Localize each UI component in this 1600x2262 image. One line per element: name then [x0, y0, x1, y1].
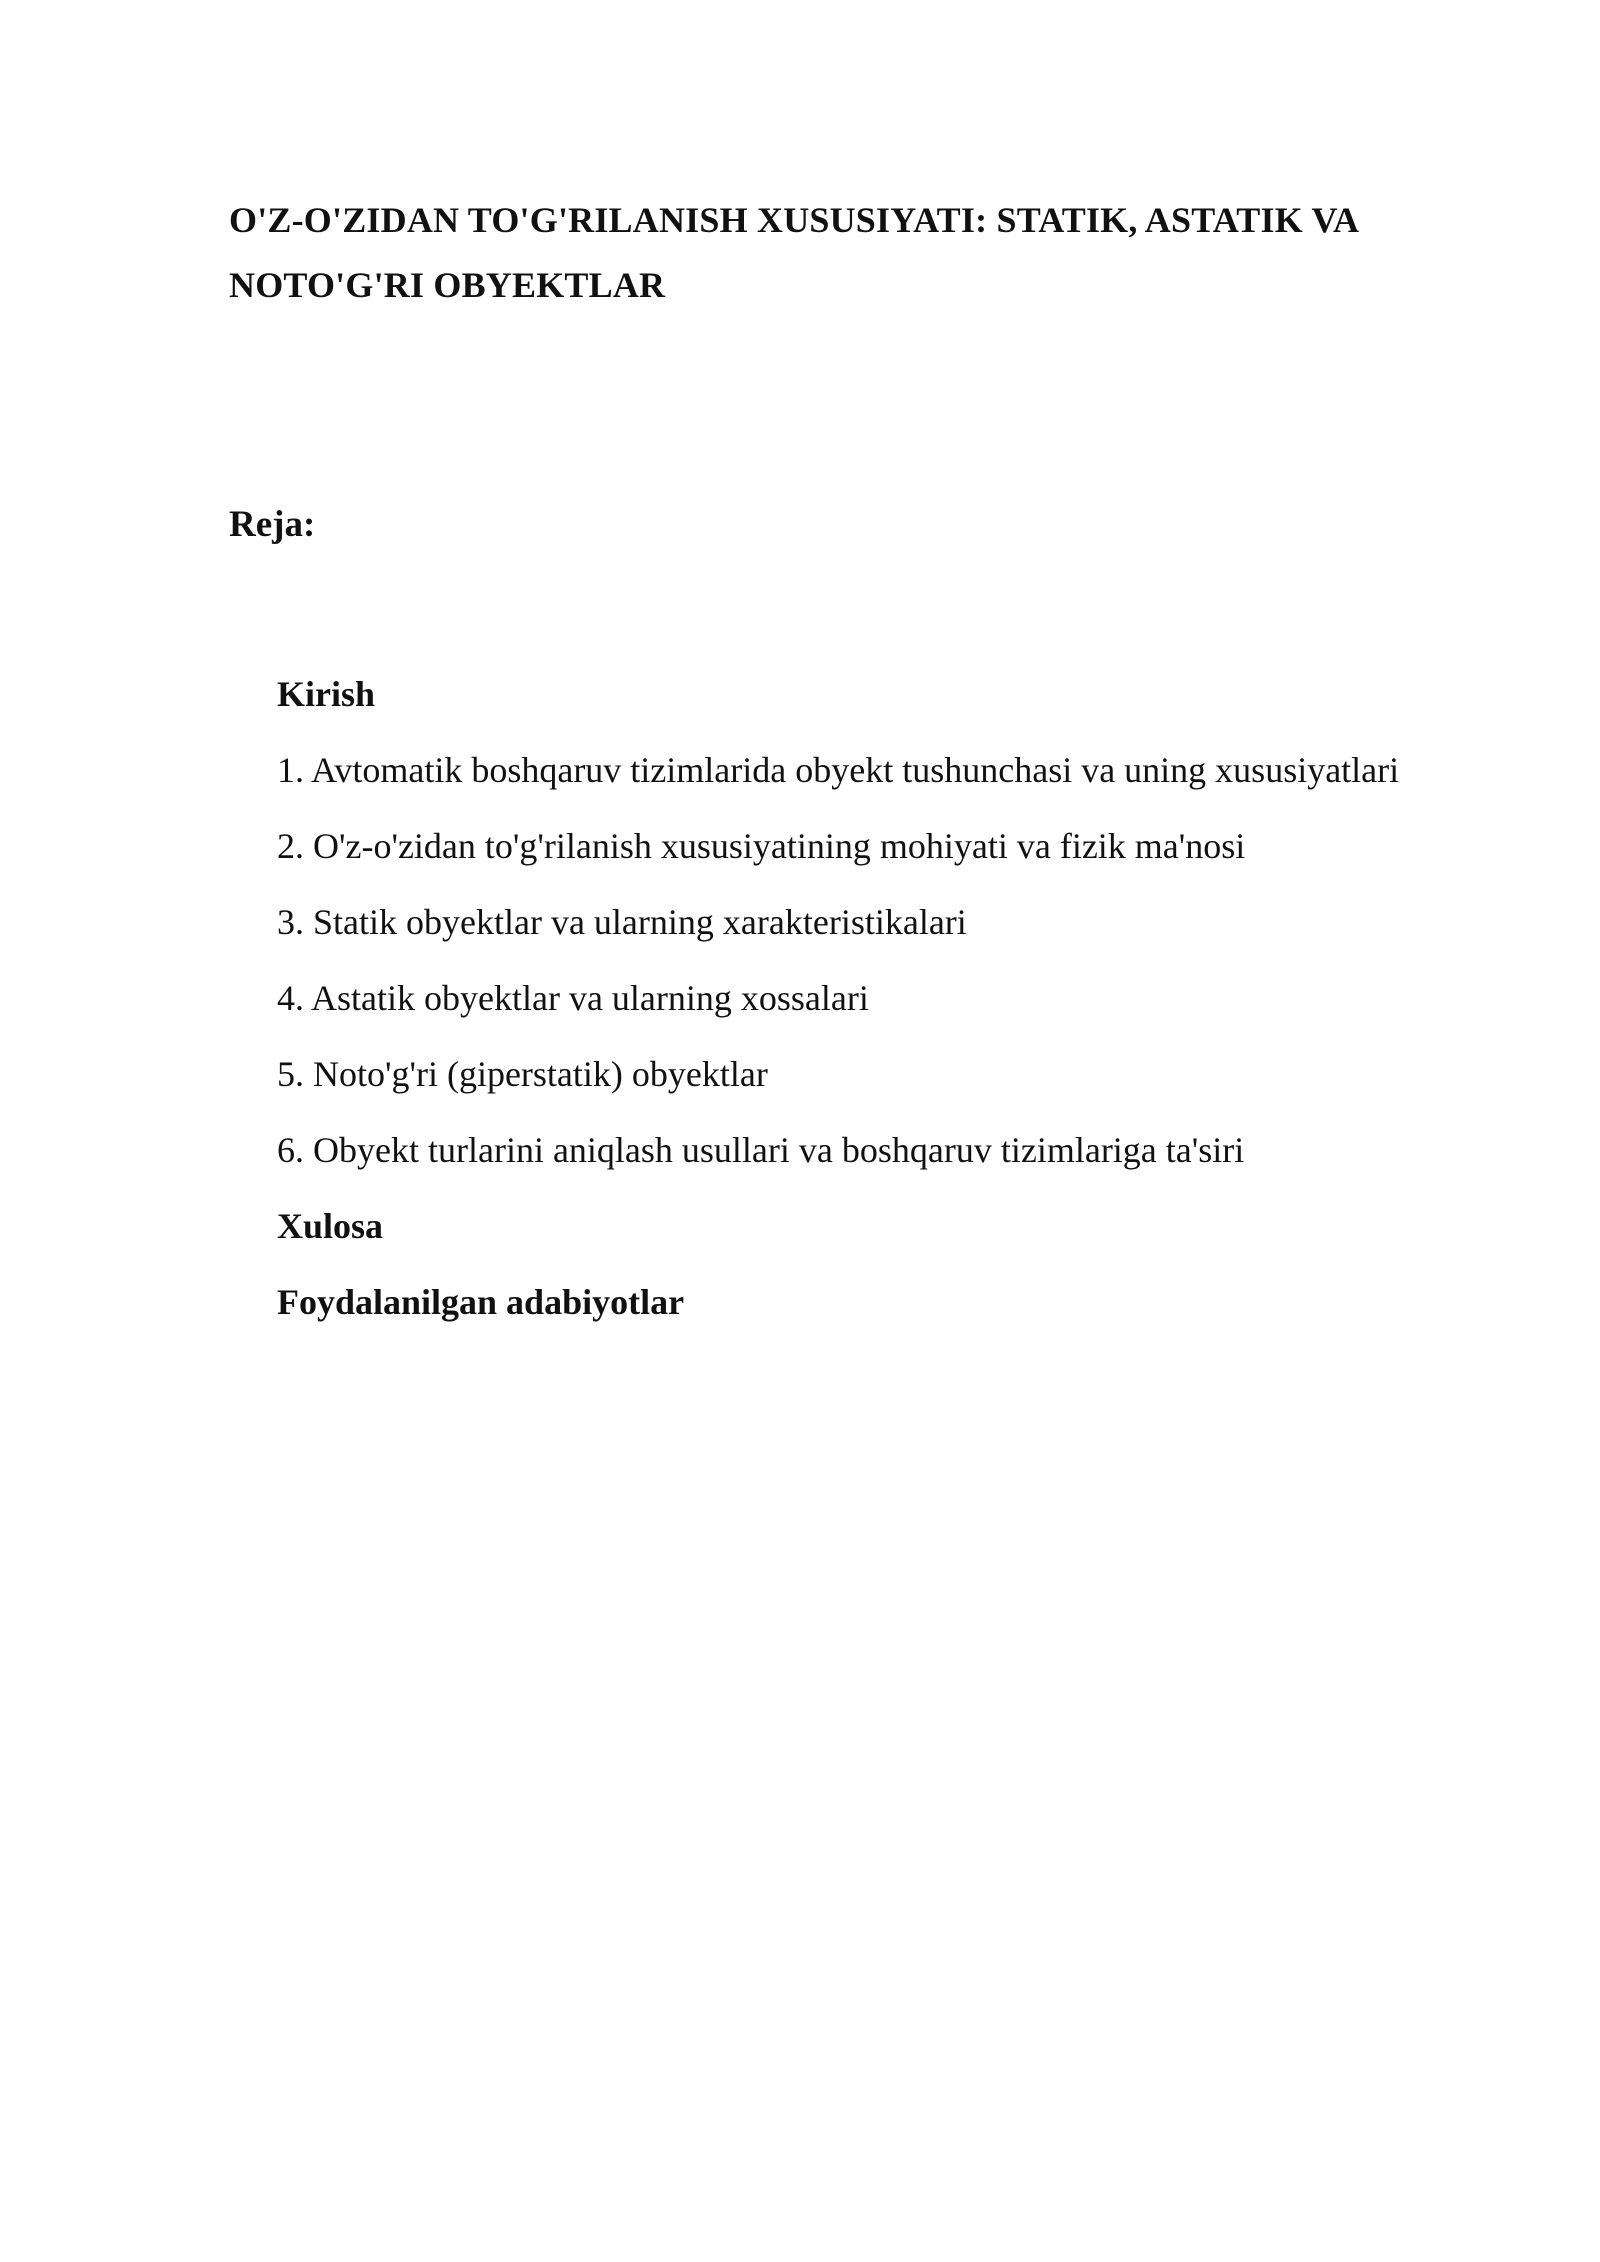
toc-intro: Kirish — [277, 674, 376, 714]
toc-conclusion: Xulosa — [277, 1206, 384, 1246]
toc-item-1: 1. Avtomatik boshqaruv tizimlarida obyekt tushunchasi va uning xususiyatlari — [277, 750, 1400, 790]
title-line-2: NOTO'G'RI OBYEKTLAR — [229, 265, 666, 305]
toc-item-2: 2. O'z-o'zidan to'g'rilanish xususiyatining mohiyati va fizik ma'nosi — [277, 826, 1246, 866]
toc-item-3: 3. Statik obyektlar va ularning xarakteristikalari — [277, 902, 967, 942]
plan-heading: Reja: — [229, 504, 316, 545]
title-line-1: O'Z-O'ZIDAN TO'G'RILANISH XUSUSIYATI: STATIK, ASTATIK VA — [229, 200, 1360, 240]
toc-references: Foydalanilgan adabiyotlar — [277, 1282, 685, 1322]
toc-item-4: 4. Astatik obyektlar va ularning xossalari — [277, 978, 869, 1018]
table-of-contents — [277, 656, 1537, 1340]
document-title — [229, 188, 1459, 318]
toc-item-5: 5. Noto'g'ri (giperstatik) obyektlar — [277, 1054, 768, 1094]
toc-item-6: 6. Obyekt turlarini aniqlash usullari va boshqaruv tizimlariga ta'siri — [277, 1130, 1245, 1170]
